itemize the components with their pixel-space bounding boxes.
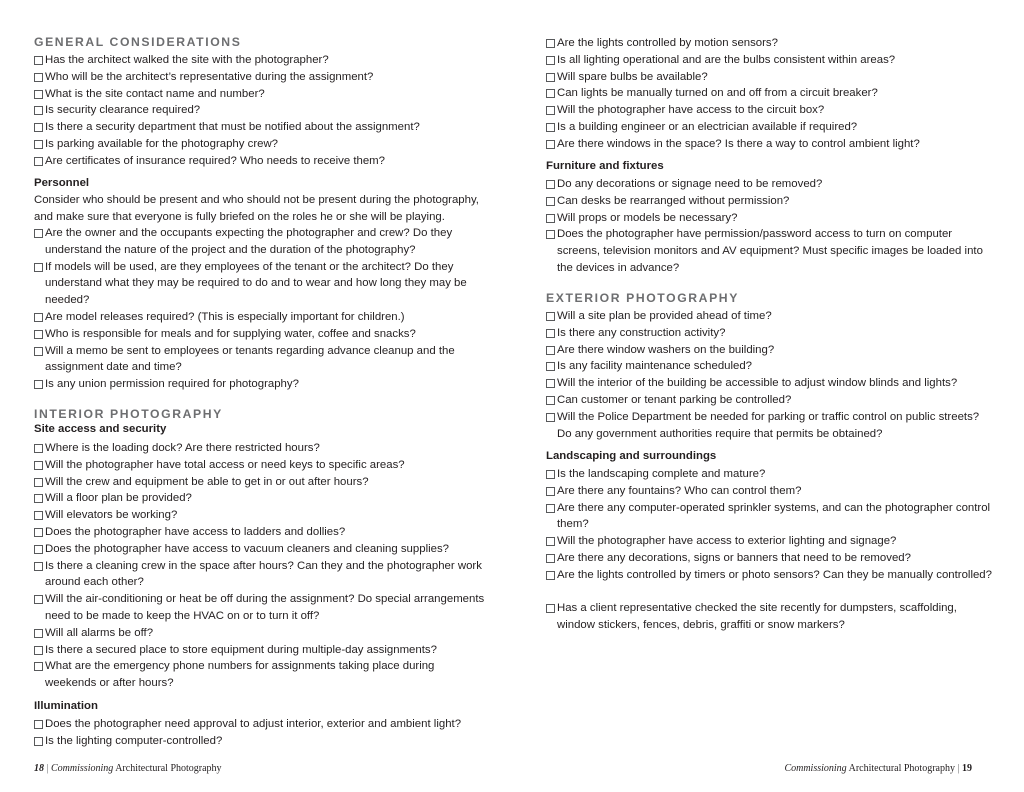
left-page-number: 18 — [34, 763, 44, 774]
checklist-item — [34, 474, 488, 491]
checklist-item-text: Is parking available for the photography crew? — [45, 138, 279, 150]
checkbox-square-icon — [546, 396, 555, 405]
checklist-item — [34, 591, 488, 625]
checklist-item — [546, 226, 994, 276]
checkbox-square-icon — [546, 604, 555, 613]
checklist-item — [546, 600, 994, 634]
checklist-item — [34, 119, 488, 136]
checklist-item — [546, 210, 994, 227]
checklist-item-text: Is any facility maintenance scheduled? — [557, 360, 753, 373]
checklist-item-text: Are the owner and the occupants expecting the photographer and crew? Do they understand the nature of the project and the duration of the photography? — [45, 227, 453, 256]
checklist-item — [34, 541, 488, 558]
checkbox-square-icon — [34, 595, 43, 604]
checklist-item — [34, 343, 488, 377]
checklist-item-text: Is security clearance required? — [45, 104, 201, 117]
checklist-item-text: Are there windows in the space? Is there a way to control ambient light? — [557, 137, 920, 150]
checkbox-square-icon — [546, 379, 555, 388]
checklist-item — [546, 375, 994, 392]
checklist-item — [546, 136, 994, 153]
illumination-heading: Illumination — [34, 700, 98, 712]
checklist-item-text: Will the crew and equipment be able to get in or out after hours? — [45, 475, 369, 488]
checkbox-square-icon — [34, 545, 43, 554]
checklist-item — [34, 440, 488, 457]
checkbox-square-icon — [34, 494, 43, 503]
checklist-item — [546, 102, 994, 119]
checkbox-square-icon — [546, 346, 555, 355]
checklist-item — [546, 409, 994, 443]
checklist-item — [546, 176, 994, 193]
checklist-item-text: Who is responsible for meals and for supplying water, coffee and snacks? — [45, 327, 416, 340]
checkbox-square-icon — [546, 89, 555, 98]
left-footer-title-italic: Commissioning — [51, 763, 114, 774]
checklist-item-text: Will a floor plan be provided? — [45, 492, 192, 505]
checkbox-square-icon — [546, 413, 555, 422]
checkbox-square-icon — [34, 662, 43, 671]
checklist-item-text: Can desks be rearranged without permission? — [557, 194, 790, 207]
right-footer — [784, 763, 972, 774]
checklist-item-text: Is the landscaping complete and mature? — [557, 468, 766, 480]
left-footer — [34, 763, 222, 774]
checklist-item-text: Is all lighting operational and are the bulbs consistent within areas? — [557, 53, 896, 66]
checkbox-square-icon — [34, 461, 43, 470]
right-footer-title: Architectural Photography — [848, 763, 955, 774]
checklist-item-text: Will the photographer have access to the circuit box? — [557, 104, 825, 117]
checkbox-square-icon — [546, 537, 555, 546]
checklist-item — [34, 102, 488, 119]
checkbox-square-icon — [546, 214, 555, 223]
checklist-item — [34, 507, 488, 524]
checkbox-square-icon — [34, 720, 43, 729]
checkbox-square-icon — [546, 56, 555, 65]
checklist-item — [546, 119, 994, 136]
checkbox-square-icon — [34, 157, 43, 166]
checklist-item-text: Can lights be manually turned on and off from a circuit breaker? — [557, 87, 878, 100]
general-considerations-heading: GENERAL CONSIDERATIONS — [34, 35, 242, 49]
checklist-item-text: What is the site contact name and number? — [45, 87, 265, 100]
checkbox-square-icon — [546, 571, 555, 580]
checkbox-square-icon — [34, 229, 43, 238]
checklist-item — [546, 483, 994, 500]
left-footer-separator: | — [46, 763, 49, 774]
checklist-item — [34, 86, 488, 103]
checklist-item — [34, 376, 488, 393]
checkbox-square-icon — [34, 629, 43, 638]
checklist-item-text: Is any union permission required for photography? — [45, 378, 299, 391]
checkbox-square-icon — [546, 73, 555, 82]
checklist-item-text: Can customer or tenant parking be controlled? — [557, 394, 792, 406]
checklist-item-text: Where is the loading dock? Are there restricted hours? — [45, 442, 320, 454]
checklist-item-text: Is there any construction activity? — [557, 326, 726, 339]
checklist-item-text: Will the air-conditioning or heat be off during the assignment? Do special arrangements need to be made to keep the HVAC on or to turn it off? — [45, 593, 485, 622]
checkbox-square-icon — [34, 90, 43, 99]
checklist-item-text: Will the interior of the building be accessible to adjust window blinds and lights? — [557, 377, 958, 390]
checkbox-square-icon — [546, 554, 555, 563]
checklist-item — [34, 136, 488, 153]
checkbox-square-icon — [34, 380, 43, 389]
checklist-item — [34, 490, 488, 507]
right-footer-title-italic: Commissioning — [784, 763, 847, 774]
checkbox-square-icon — [34, 528, 43, 537]
landscaping-heading: Landscaping and surroundings — [546, 450, 717, 462]
checklist-item-text: Does the photographer have access to vacuum cleaners and cleaning supplies? — [45, 542, 449, 555]
checkbox-square-icon — [34, 56, 43, 65]
checkbox-square-icon — [546, 504, 555, 513]
checklist-item — [546, 358, 994, 375]
exterior-photography-heading: EXTERIOR PHOTOGRAPHY — [546, 291, 739, 305]
checkbox-square-icon — [34, 478, 43, 487]
right-page-number: 19 — [962, 763, 972, 774]
checklist-item-text: Will the photographer have access to exterior lighting and signage? — [557, 535, 897, 548]
checklist-item-text: Are there window washers on the building? — [557, 343, 775, 356]
checkbox-square-icon — [546, 230, 555, 239]
checklist-item — [34, 524, 488, 541]
checklist-item-text: Does the photographer have permission/password access to turn on computer screens, television monitors and AV equipment? Must specific images be loaded into the devices in advance? — [557, 228, 983, 274]
checklist-item — [34, 716, 488, 733]
checkbox-square-icon — [546, 197, 555, 206]
checklist-item — [546, 308, 994, 325]
checklist-item — [546, 52, 994, 69]
checklist-item — [34, 658, 488, 692]
checkbox-square-icon — [546, 180, 555, 189]
personnel-intro: Consider who should be present and who should not be present during the photography, and make sure that everyone is fully briefed on the roles he or she will be playing. — [34, 194, 479, 223]
right-footer-separator: | — [957, 763, 960, 774]
checkbox-square-icon — [546, 312, 555, 321]
checkbox-square-icon — [34, 330, 43, 339]
checklist-item-text: Is the lighting computer-controlled? — [45, 734, 223, 747]
left-footer-title: Architectural Photography — [115, 763, 222, 774]
personnel-heading: Personnel — [34, 177, 90, 189]
checklist-item-text: Does the photographer have access to ladders and dollies? — [45, 526, 346, 538]
checkbox-square-icon — [34, 140, 43, 149]
checkbox-square-icon — [546, 140, 555, 149]
checklist-item-text: Are there any decorations, signs or banners that need to be removed? — [557, 552, 911, 564]
checklist-item-text: Is there a secured place to store equipment during multiple-day assignments? — [45, 643, 437, 656]
site-access-heading: Site access and security — [34, 423, 167, 435]
checklist-item — [34, 259, 488, 309]
checklist-item — [34, 326, 488, 343]
checklist-item — [546, 567, 994, 584]
checklist-item-text: Will the Police Department be needed for parking or traffic control on public streets? Do any government authorities require that permits be obtained? — [557, 410, 980, 440]
checklist-item — [34, 558, 488, 592]
checklist-item-text: Do any decorations or signage need to be removed? — [557, 178, 823, 190]
checkbox-square-icon — [34, 106, 43, 115]
checklist-item-text: Will a site plan be provided ahead of time? — [557, 310, 772, 322]
checklist-item-text: Will the photographer have total access or need keys to specific areas? — [45, 458, 405, 471]
checklist-item-text: Does the photographer need approval to adjust interior, exterior and ambient light? — [45, 718, 462, 730]
checkbox-square-icon — [546, 123, 555, 132]
checkbox-square-icon — [546, 362, 555, 371]
checkbox-square-icon — [34, 73, 43, 82]
checkbox-square-icon — [546, 39, 555, 48]
checkbox-square-icon — [34, 313, 43, 322]
checkbox-square-icon — [34, 511, 43, 520]
checklist-item — [34, 733, 488, 750]
checklist-item — [34, 625, 488, 642]
checklist-item-text: Will all alarms be off? — [45, 626, 154, 639]
checklist-item — [34, 153, 488, 170]
checkbox-square-icon — [34, 562, 43, 571]
checklist-item-text: Will a memo be sent to employees or tenants regarding advance cleanup and the assignment date and time? — [45, 344, 455, 374]
furniture-heading: Furniture and fixtures — [546, 160, 664, 172]
checklist-item-text: Will props or models be necessary? — [557, 211, 738, 224]
checklist-item — [546, 533, 994, 550]
checkbox-square-icon — [34, 123, 43, 132]
checkbox-square-icon — [34, 646, 43, 655]
checklist-item-text: Are the lights controlled by timers or photo sensors? Can they be manually controlled? — [557, 568, 992, 581]
checkbox-square-icon — [546, 106, 555, 115]
checklist-item-text: Are the lights controlled by motion sensors? — [557, 37, 778, 49]
checklist-item-text: Is there a security department that must be notified about the assignment? — [45, 121, 420, 134]
checkbox-square-icon — [546, 487, 555, 496]
checklist-item — [546, 193, 994, 210]
interior-photography-heading: INTERIOR PHOTOGRAPHY — [34, 407, 223, 421]
checklist-item — [546, 35, 994, 52]
checklist-item-text: Is there a cleaning crew in the space after hours? Can they and the photographer work around each other? — [45, 559, 482, 589]
checklist-item-text: Who will be the architect’s representative during the assignment? — [45, 70, 374, 83]
checkbox-square-icon — [34, 347, 43, 356]
checklist-item-text: Are certificates of insurance required? Who needs to receive them? — [45, 154, 385, 167]
checklist-item — [34, 309, 488, 326]
checklist-item-text: Will spare bulbs be available? — [557, 70, 708, 83]
checklist-item-text: What are the emergency phone numbers for assignments taking place during weekends or after hours? — [45, 660, 435, 690]
checklist-item — [34, 52, 488, 69]
checklist-item — [34, 225, 488, 259]
checkbox-square-icon — [34, 737, 43, 746]
checklist-item — [546, 392, 994, 409]
checkbox-square-icon — [546, 329, 555, 338]
checklist-item — [34, 457, 488, 474]
checkbox-square-icon — [34, 444, 43, 453]
checklist-item — [546, 342, 994, 359]
checklist-item-text: If models will be used, are they employees of the tenant or the architect? Do they understand what they may be required to do and to wear and how long they may be needed? — [45, 260, 467, 307]
checklist-item — [546, 85, 994, 102]
checklist-item-text: Are there any computer-operated sprinkler systems, and can the photographer control them? — [557, 501, 991, 531]
checklist-item — [34, 69, 488, 86]
checklist-item-text: Are model releases required? (This is especially important for children.) — [45, 311, 405, 323]
checkbox-square-icon — [546, 470, 555, 479]
checklist-item-text: Has the architect walked the site with the photographer? — [45, 54, 329, 66]
checklist-item — [34, 642, 488, 659]
checklist-item — [546, 550, 994, 567]
checklist-item — [546, 325, 994, 342]
checklist-item-text: Has a client representative checked the site recently for dumpsters, scaffolding, window stickers, fences, debris, graffiti or snow markers? — [557, 602, 957, 632]
checklist-item-text: Are there any fountains? Who can control them? — [557, 484, 802, 497]
checklist-item — [546, 69, 994, 86]
checklist-item — [546, 466, 994, 483]
checkbox-square-icon — [34, 263, 43, 272]
checklist-item — [546, 500, 994, 534]
checklist-item-text: Is a building engineer or an electrician available if required? — [557, 121, 858, 133]
checklist-item-text: Will elevators be working? — [45, 509, 178, 522]
